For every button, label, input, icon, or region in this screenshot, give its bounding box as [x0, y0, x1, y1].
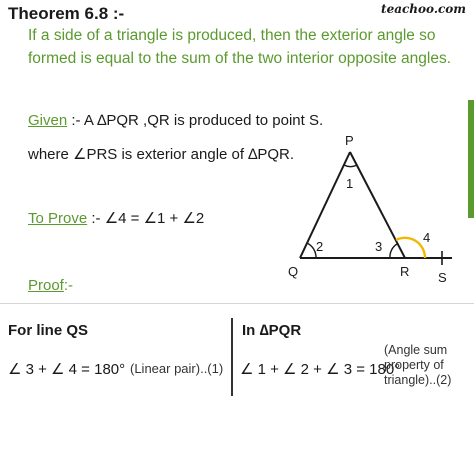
angle-1-arc: [344, 165, 357, 167]
given-text: :- A ∆PQR ,QR is produced to point S.: [67, 112, 324, 129]
side-pq: [300, 152, 350, 258]
vertex-q-label: Q: [288, 264, 299, 279]
angle-2-label: 2: [316, 239, 324, 254]
angle-sum-equation: ∠ 1 + ∠ 2 + ∠ 3 = 180°: [240, 361, 401, 378]
angle-3-label: 3: [375, 239, 383, 254]
to-prove-text: :- ∠4 = ∠1 + ∠2: [87, 210, 205, 227]
angle-4-label: 4: [423, 230, 431, 245]
proof-suffix: :-: [63, 277, 74, 294]
proof-line: [28, 277, 73, 294]
linear-pair-reason: (Linear pair)..(1): [130, 361, 224, 376]
vertex-p-label: P: [345, 133, 354, 148]
given-line: [28, 112, 323, 129]
angle-sum-reason: (Angle sum property of triangle)..(2): [384, 343, 452, 387]
right-column-heading: In ∆PQR: [242, 322, 302, 339]
teachoo-watermark: teachoo.com: [381, 2, 466, 16]
point-s-label: S: [438, 270, 447, 285]
given-label: Given: [28, 112, 68, 129]
triangle-diagram: [280, 130, 470, 290]
angle-3-arc: [390, 244, 397, 258]
theorem-title: Theorem 6.8 :-: [8, 4, 125, 23]
theorem-statement-line-2: formed is equal to the sum of the two interior opposite angles.: [28, 50, 452, 67]
angle-2-arc: [307, 243, 316, 258]
theorem-statement-line-1: If a side of a triangle is produced, then the exterior angle so: [28, 27, 436, 44]
proof-label: Proof: [28, 277, 64, 294]
linear-pair-equation: ∠ 3 + ∠ 4 = 180°: [8, 361, 126, 378]
to-prove-line: [28, 209, 204, 227]
left-column-heading: For line QS: [8, 322, 89, 339]
where-line: where ∠PRS is exterior angle of ∆PQR.: [28, 146, 295, 163]
to-prove-label: To Prove: [28, 210, 88, 227]
section-divider: [0, 303, 474, 304]
angle-1-label: 1: [346, 176, 354, 191]
vertex-r-label: R: [400, 264, 410, 279]
column-divider: [231, 318, 233, 396]
